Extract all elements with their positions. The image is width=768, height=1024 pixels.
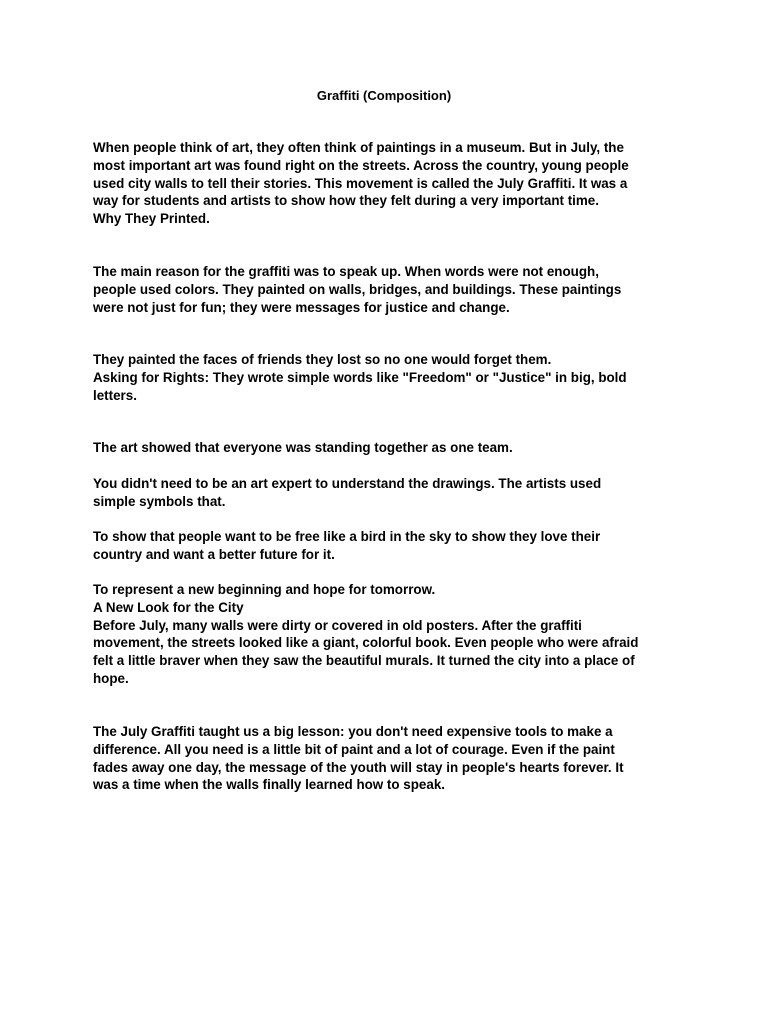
text-line: was a time when the walls finally learned how to speak. [93, 777, 445, 793]
text-line: felt a little braver when they saw the beautiful murals. It turned the city into a place of [93, 653, 635, 669]
text-line: hope. [93, 670, 129, 686]
text-line: The July Graffiti taught us a big lesson: you don't need expensive tools to make a [93, 724, 613, 739]
paragraph-new-look [93, 581, 683, 688]
paragraph-symbols [93, 475, 683, 511]
text-line: difference. All you need is a little bit of paint and a lot of courage. Even if the paint [93, 741, 615, 757]
text-line: most important art was found right on the streets. Across the country, young people [93, 157, 629, 173]
text-line: Why They Printed. [93, 211, 210, 227]
text-line: way for students and artists to show how they felt during a very important time. [93, 193, 599, 209]
paragraph-reason [93, 263, 683, 316]
text-line: To represent a new beginning and hope for tomorrow. [93, 582, 436, 597]
paragraph-faces-rights [93, 351, 683, 404]
text-line: Before July, many walls were dirty or covered in old posters. After the graffiti [93, 617, 582, 633]
document-title: Graffiti (Composition) [316, 88, 452, 103]
paragraph-conclusion [93, 723, 683, 794]
text-line: simple symbols that. [93, 493, 226, 509]
paragraph-team [93, 439, 683, 457]
text-line: fades away one day, the message of the youth will stay in people's hearts forever. It [93, 759, 624, 775]
text-line: You didn't need to be an art expert to understand the drawings. The artists used [93, 476, 602, 491]
text-line: letters. [93, 387, 137, 403]
text-line: people used colors. They painted on walls, bridges, and buildings. These paintings [93, 281, 622, 297]
text-line: When people think of art, they often think of paintings in a museum. But in July, the [93, 140, 624, 155]
text-line: They painted the faces of friends they lost so no one would forget them. [93, 352, 552, 367]
text-line: were not just for fun; they were messages for justice and change. [93, 299, 510, 315]
text-line: country and want a better future for it. [93, 546, 335, 562]
text-line: The main reason for the graffiti was to speak up. When words were not enough, [93, 264, 599, 279]
paragraph-freedom [93, 528, 683, 564]
text-line: The art showed that everyone was standing together as one team. [93, 440, 513, 455]
text-line: used city walls to tell their stories. This movement is called the July Graffiti. It was a [93, 175, 628, 191]
text-line: movement, the streets looked like a giant, colorful book. Even people who were afraid [93, 635, 639, 651]
paragraph-intro [93, 139, 683, 228]
text-line: To show that people want to be free like a bird in the sky to show they love their [93, 529, 601, 544]
section-heading: A New Look for the City [93, 599, 244, 615]
text-line: Asking for Rights: They wrote simple words like "Freedom" or "Justice" in big, bold [93, 369, 627, 385]
